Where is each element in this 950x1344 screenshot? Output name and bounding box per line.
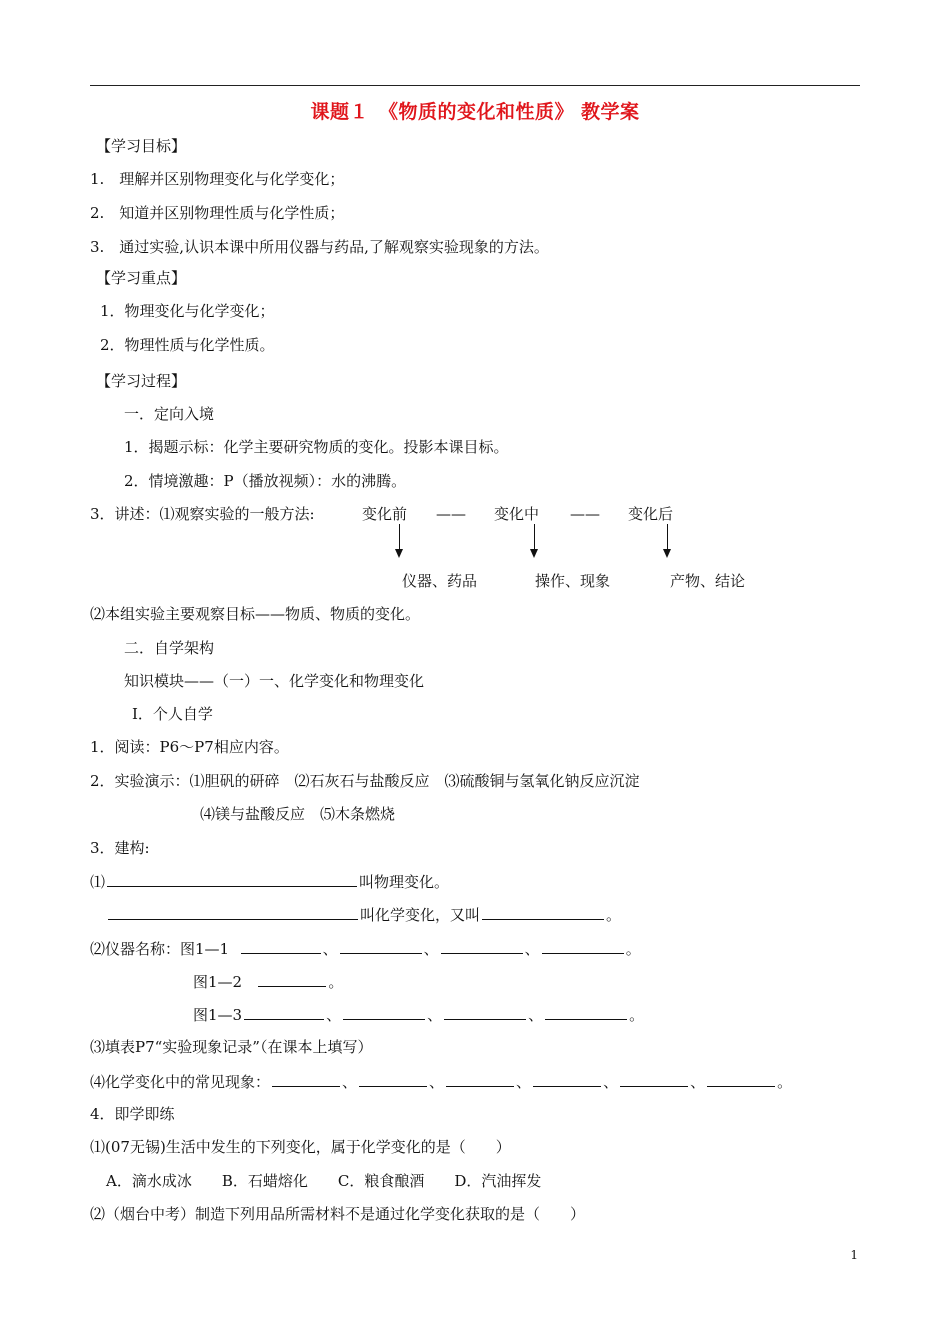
answer-blank[interactable] [343,1004,425,1020]
separator: 、 [690,1073,706,1091]
separator: 、 [524,940,540,958]
answer-blank[interactable] [533,1071,601,1087]
question-options: A．滴水成冰 B．石蜡熔化 C．粮食酿酒 D．汽油挥发 [106,1172,542,1190]
answer-blank[interactable] [272,1071,340,1087]
separator: 。 [629,1006,645,1024]
answer-blank[interactable] [258,971,326,987]
flow-during: 变化中 [494,505,540,523]
separator: 、 [342,1073,358,1091]
answer-blank[interactable] [244,1004,324,1020]
arrow-down-icon [399,524,400,550]
fill-text: 叫物理变化。 [359,873,450,891]
separator: 。 [625,940,641,958]
arrow-down-icon [534,524,535,550]
step-text: ⑷镁与盐酸反应 ⑸木条燃烧 [200,805,396,823]
answer-blank[interactable] [446,1071,514,1087]
objective-item: 1. 理解并区别物理变化与化学变化； [90,170,345,188]
section-heading: 一．定向入境 [124,405,215,423]
flow-after: 变化后 [628,505,674,523]
separator: 、 [326,1006,342,1024]
answer-blank[interactable] [340,938,422,954]
module-heading: 知识模块——（一）一、化学变化和物理变化 [124,672,425,690]
flow-label: 仪器、药品 [402,572,478,590]
sub-heading: Ⅰ．个人自学 [132,705,213,723]
question-text: ⑴(07无锡)生活中发生的下列变化，属于化学变化的是（ ） [90,1138,511,1156]
separator: 、 [322,940,338,958]
flow-dash: —— [436,505,466,523]
fill-line-fig12 [193,971,343,992]
step-text: 1．阅读：P6～P7相应内容。 [90,738,289,756]
fill-text: ⑷化学变化中的常见现象： [90,1073,271,1091]
answer-blank[interactable] [542,938,624,954]
answer-blank[interactable] [707,1071,775,1087]
flow-label: 操作、现象 [535,572,611,590]
objective-item: 3. 通过实验,认识本课中所用仪器与药品,了解观察实验现象的方法。 [90,238,549,256]
objectives-heading: 【学习目标】 [96,137,187,155]
page-number: 1 [850,1248,858,1262]
separator: 。 [777,1073,793,1091]
separator: 、 [516,1073,532,1091]
step-text: 2．实验演示：⑴胆矾的研碎 ⑵石灰石与盐酸反应 ⑶硫酸铜与氢氧化钠反应沉淀 [90,772,640,790]
fill-line-instruments [90,938,641,959]
page-title: 课题１ 《物质的变化和性质》 教学案 [310,101,640,123]
flow-dash: —— [570,505,600,523]
separator: 、 [528,1006,544,1024]
step-text: ⑶填表P7“实验现象记录”（在课本上填写） [90,1038,373,1056]
step-text: ⑵本组实验主要观察目标——物质、物质的变化。 [90,605,421,623]
step-text: 1．揭题示标：化学主要研究物质的变化。投影本课目标。 [124,438,509,456]
answer-blank[interactable] [482,904,604,920]
separator: 、 [603,1073,619,1091]
fill-text: 图1—2 [193,973,243,991]
fill-line-phenomena [90,1071,792,1092]
answer-blank[interactable] [441,938,523,954]
keypoint-item: 2．物理性质与化学性质。 [100,336,275,354]
objective-item: 2. 知道并区别物理性质与化学性质； [90,204,345,222]
question-text: ⑵（烟台中考）制造下列用品所需材料不是通过化学变化获取的是（ ） [90,1205,586,1223]
separator: 。 [328,973,344,991]
answer-blank[interactable] [620,1071,688,1087]
keypoint-item: 1．物理变化与化学变化； [100,302,275,320]
arrowhead-icon [530,549,538,558]
flow-before: 变化前 [362,505,408,523]
fill-text: ⑵仪器名称：图1—1 [90,940,230,958]
arrowhead-icon [395,549,403,558]
step-text: 3．建构: [90,839,150,857]
fill-line-physical [90,871,449,892]
answer-blank[interactable] [545,1004,627,1020]
fill-line-chemical [106,904,621,925]
step-text: 2．情境激趣：P（播放视频）：水的沸腾。 [124,472,407,490]
header-rule [90,85,860,86]
separator: 、 [429,1073,445,1091]
separator: 、 [423,940,439,958]
answer-blank[interactable] [108,904,358,920]
step-text: 3．讲述：⑴观察实验的一般方法: [90,505,315,523]
section-heading: 二．自学架构 [124,639,215,657]
arrowhead-icon [663,549,671,558]
answer-blank[interactable] [359,1071,427,1087]
answer-blank[interactable] [107,871,357,887]
flow-label: 产物、结论 [670,572,746,590]
fill-text: 叫化学变化，又叫 [360,906,481,924]
answer-blank[interactable] [241,938,321,954]
fill-text: 。 [606,906,622,924]
answer-blank[interactable] [444,1004,526,1020]
separator: 、 [427,1006,443,1024]
fill-line-fig13 [193,1004,644,1025]
section-heading: 4．即学即练 [90,1105,175,1123]
process-heading: 【学习过程】 [96,372,187,390]
keypoints-heading: 【学习重点】 [96,269,187,287]
item-marker: ⑴ [90,873,106,891]
arrow-down-icon [667,524,668,550]
fill-text: 图1—3 [193,1006,243,1024]
